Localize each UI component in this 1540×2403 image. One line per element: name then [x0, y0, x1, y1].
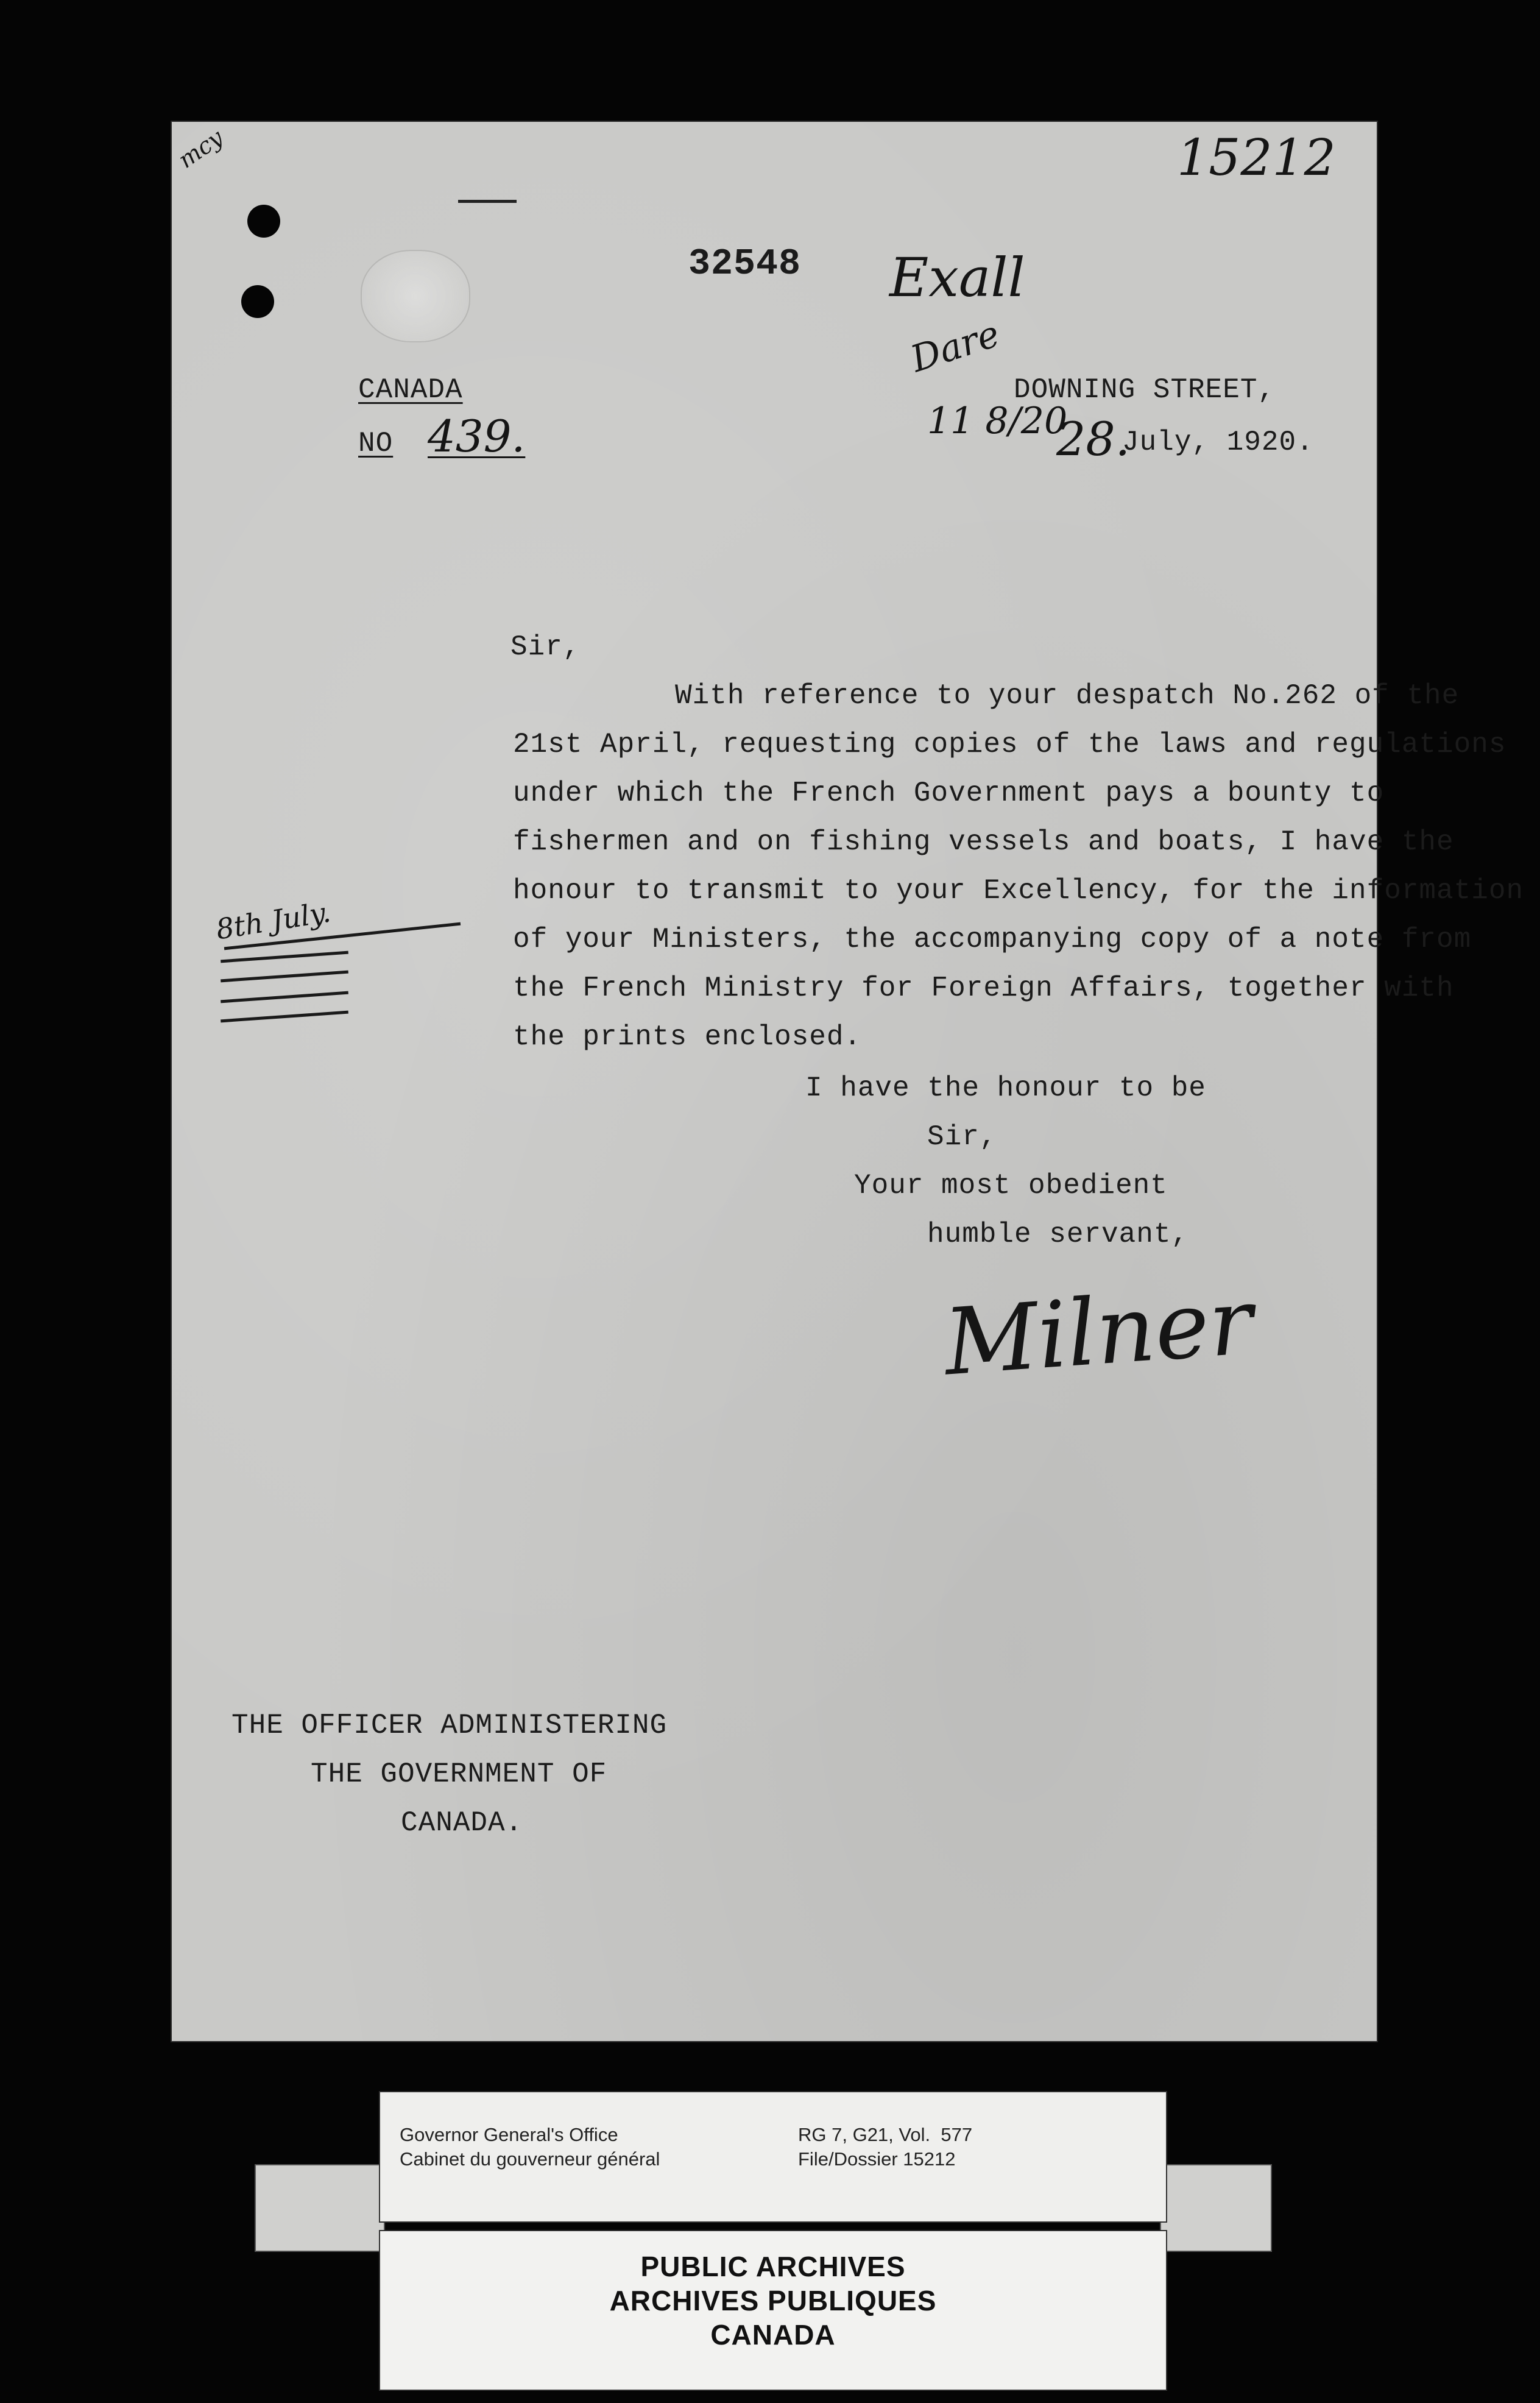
- margin-stroke-2: [221, 951, 348, 963]
- archive-stamp-line-3: CANADA: [710, 2319, 836, 2351]
- punch-hole-bottom: [241, 285, 274, 318]
- embossed-seal: [361, 250, 470, 342]
- margin-stroke-4: [221, 991, 348, 1003]
- archive-stamp-line-1: PUBLIC ARCHIVES: [640, 2251, 906, 2282]
- archive-file: File/Dossier 15212: [798, 2148, 956, 2170]
- addressee-line-2: THE GOVERNMENT OF: [311, 1758, 607, 1790]
- addressee-line-3: CANADA.: [401, 1807, 523, 1839]
- dash-mark: [458, 200, 517, 203]
- margin-stroke-3: [221, 971, 348, 983]
- handwritten-annotation-top: Exall: [889, 246, 1025, 309]
- salutation: Sir,: [510, 631, 581, 663]
- letter-line-1: With reference to your despatch No.262 of the: [675, 680, 1460, 712]
- address-line: DOWNING STREET,: [1014, 374, 1276, 406]
- margin-note: 8th July.: [213, 895, 333, 946]
- office-french: Cabinet du gouverneur général: [400, 2148, 660, 2170]
- letter-line-8: the prints enclosed.: [513, 1021, 862, 1053]
- archive-reference: RG 7, G21, Vol. 577: [798, 2124, 973, 2145]
- letter-line-7: the French Ministry for Foreign Affairs, together with: [513, 972, 1454, 1004]
- closing-line-1: I have the honour to be: [805, 1072, 1206, 1104]
- letter-line-3: under which the French Government pays a bounty to: [513, 777, 1385, 809]
- letter-line-6: of your Ministers, the accompanying copy of a note from: [513, 924, 1472, 955]
- closing-line-4: humble servant,: [927, 1219, 1189, 1250]
- country-heading: CANADA: [358, 374, 463, 406]
- letter-line-4: fishermen and on fishing vessels and boats, I have the: [513, 826, 1454, 858]
- document-page: [172, 122, 1524, 2041]
- archive-reference-label: [379, 2091, 1167, 2223]
- addressee-line-1: THE OFFICER ADMINISTERING: [231, 1710, 668, 1741]
- right-archive-tab: [1160, 2164, 1272, 2252]
- date-line: July, 1920.: [1122, 426, 1314, 458]
- office-english: Governor General's Office: [400, 2124, 618, 2145]
- handwritten-annotation-date: Dare: [905, 312, 1005, 381]
- despatch-number: 439.: [428, 411, 526, 462]
- corner-initials: mcy: [173, 124, 228, 174]
- margin-stroke-5: [221, 1011, 348, 1023]
- archive-stamp-line-2: ARCHIVES PUBLIQUES: [609, 2285, 937, 2316]
- closing-line-3: Your most obedient: [854, 1170, 1168, 1202]
- letter-line-5: honour to transmit to your Excellency, for the information: [513, 875, 1524, 907]
- letter-line-2: 21st April, requesting copies of the laws and regulations: [513, 729, 1506, 760]
- archive-stamp: [379, 2230, 1167, 2391]
- punch-hole-top: [247, 205, 280, 238]
- file-number: 15212: [1177, 129, 1336, 187]
- closing-line-2: Sir,: [927, 1121, 997, 1153]
- register-number: 32548: [688, 244, 802, 285]
- despatch-no-label: NO: [358, 428, 394, 459]
- signature: Milner: [941, 1269, 1257, 1396]
- left-archive-tab: [255, 2164, 385, 2252]
- date-day: 28.: [1056, 412, 1130, 466]
- handwritten-fraction: 11 8/20: [927, 400, 1068, 442]
